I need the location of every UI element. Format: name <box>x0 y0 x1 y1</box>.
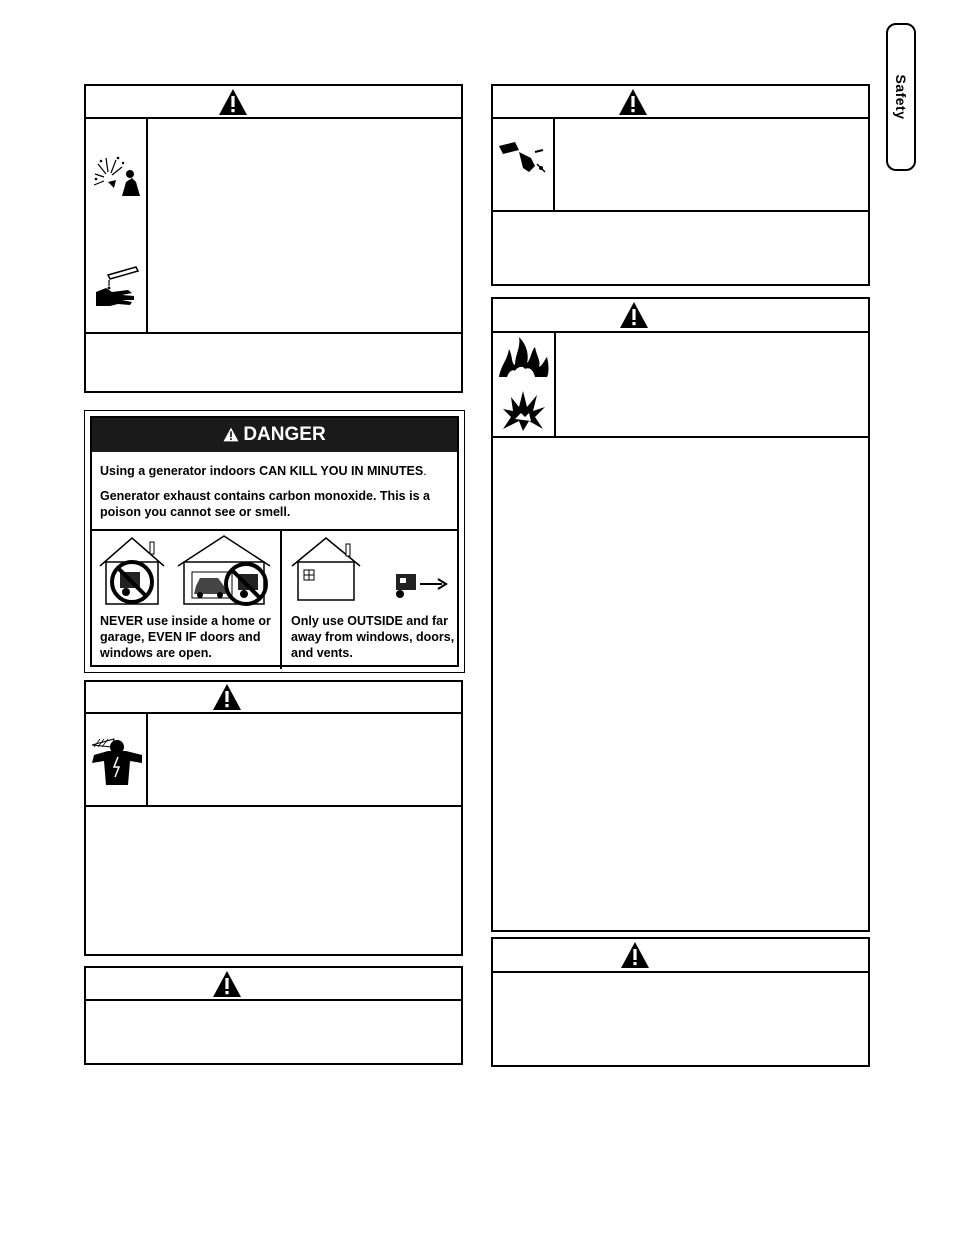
fire-icon <box>497 335 551 379</box>
warning-box-fire <box>491 297 870 932</box>
warning-box-small-left <box>84 966 463 1065</box>
warning-box-moving-parts <box>491 84 870 286</box>
warning-triangle-icon <box>212 683 242 711</box>
warning-header <box>493 939 868 973</box>
warning-triangle-icon <box>212 970 242 998</box>
danger-line-1-prefix: Using a generator indoors <box>100 464 260 478</box>
explosion-icon <box>92 152 142 197</box>
danger-title: DANGER <box>243 424 326 445</box>
house-icon <box>290 536 364 602</box>
never-indoors-caption: NEVER use inside a home or garage, EVEN IF doors and windows are open. <box>100 614 271 660</box>
warning-header <box>86 682 461 714</box>
warning-header <box>493 86 868 119</box>
warning-triangle-icon <box>218 88 248 116</box>
danger-panel-carbon-monoxide <box>84 410 465 673</box>
warning-triangle-icon <box>619 301 649 329</box>
outside-only-caption: Only use OUTSIDE and far away from windows, doors, and vents. <box>291 614 455 660</box>
warning-header <box>86 86 461 119</box>
danger-line-1-suffix: . <box>423 464 427 478</box>
side-tab-safety <box>886 23 916 171</box>
danger-triangle-icon <box>223 427 239 442</box>
warning-triangle-icon <box>620 941 650 969</box>
warning-header <box>86 968 461 1001</box>
warning-triangle-icon <box>618 88 648 116</box>
warning-box-battery <box>84 84 463 393</box>
generator-outside-icon <box>394 570 448 600</box>
acid-burn-icon <box>92 266 142 308</box>
warning-box-shock <box>84 680 463 956</box>
explosion-burst-icon <box>499 387 549 433</box>
danger-banner <box>92 418 457 452</box>
prohibited-generator-icon <box>96 532 276 608</box>
danger-line-1 <box>100 463 451 479</box>
warning-header <box>493 299 868 333</box>
danger-line-1-emphasis: CAN KILL YOU IN MINUTES <box>259 464 424 478</box>
danger-line-2: Generator exhaust contains carbon monoxide. This is a poison you cannot see or smell. <box>100 489 430 519</box>
warning-box-small-right <box>491 937 870 1067</box>
side-tab-label: Safety <box>893 74 909 120</box>
shock-icon <box>90 737 144 787</box>
dismemberment-icon <box>497 138 549 178</box>
